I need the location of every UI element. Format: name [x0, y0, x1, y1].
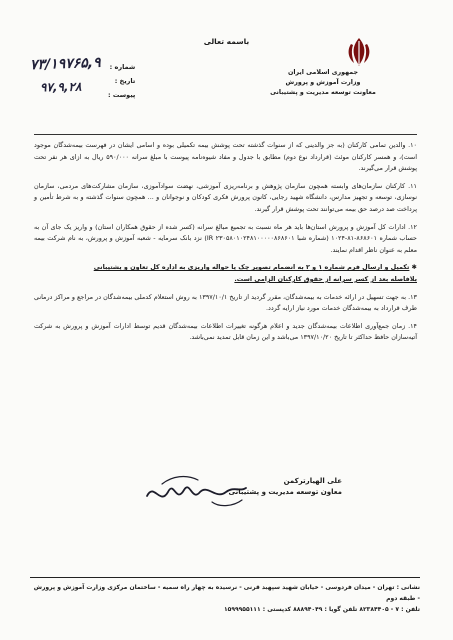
notice-line-1: تکمیل و ارسال فرم شماره ۱ و ۲ به انضمام تصویر چک یا حواله واریزی به اداره کل تعاون و پشتیبانی — [93, 263, 410, 272]
ministry-header — [263, 68, 383, 98]
attachment-label: پیوست : — [108, 91, 136, 99]
notice-bullet: ✱ — [411, 263, 417, 272]
notice — [34, 262, 417, 285]
signatory — [202, 476, 342, 498]
header-line-ministry: وزارت آموزش و پرورش — [285, 79, 361, 86]
footer-address: نشانی : تهران - میدان فردوسی - خیابان شهید سپهبد قرنی - نرسیده به چهار راه سمیه - ساختمان مرکزی وزارت آموزش و پرورش - طبقه دوم — [33, 584, 420, 602]
header-line-country: جمهوری اسلامی ایران — [287, 69, 359, 76]
paragraph-11: ۱۱. کارکنان سازمان‌های وابسته همچون سازمان پژوهش و برنامه‌ریزی آموزشی، نهضت سوادآموزی، سازمان مشارکت‌های مردمی، سازمان نوسازی، توسعه و تجهیز مدارس، دانشگاه شهید رجایی، کانون پرورش فکری کودکان و نوجوانان و ... همچون سنوات گذشته و به شرط تأمین و پرداخت صد درصد حق بیمه می‌توانند تحت پوشش قرار گیرند. — [34, 181, 417, 213]
letter-body — [34, 140, 417, 350]
footer-contact: تلفن : ۷ - ۸۲۳۸۴۴۰۵ تلفن گویا : ۸۸۸۹۴۰۴۹ کدپستی : ۱۵۹۹۹۵۵۱۱۱ — [224, 606, 420, 613]
date-label: تاریخ : — [114, 77, 136, 85]
number-label: شماره : — [109, 63, 136, 71]
paragraph-10: ۱۰. والدین تمامی کارکنان (به جز والدینی که از سنوات گذشته تحت پوشش بیمه تکمیلی بوده و اسامی ایشان در فهرست بیمه‌شدگان موجود است)، و همسر کارکنان موئث (قرارداد نوع دوم) مطابق با جدول و مفاد شیوه‌نامه پیوست با مبلغ سرانه ۵۹۰/۰۰۰ ریال به ازای هر نفر تحت پوشش قرار می‌گیرند. — [34, 141, 417, 173]
footer-divider — [30, 577, 420, 578]
iran-emblem-icon — [346, 36, 372, 68]
paragraph-13: ۱۳. به جهت تسهیل در ارائه خدمات به بیمه‌شدگان، مقرر گردید از تاریخ ۱۳۹۷/۱۰/۱ به روش استعلام کدملی بیمه‌شدگان در مراجع و مراکز درمانی طرف قرارداد به بیمه‌شدگان خدمات مورد نیاز ارایه گردد. — [34, 292, 417, 313]
handwritten-letter-number: ۷۳/۱۹۷۶۵,۹ — [29, 54, 101, 74]
paragraph-14: ۱۴. زمان جمع‌آوری اطلاعات بیمه‌شدگان جدید و اعلام هرگونه تغییرات اطلاعات بیمه‌شدگان قدیم توسط ادارات آموزش و پرورش به شرکت آتیه‌سازان حافظ حداکثر تا تاریخ ۱۳۹۷/۱۰/۲۰ می‌باشد و این زمان قابل تمدید نمی‌باشد. — [34, 321, 417, 342]
top-divider — [34, 134, 417, 135]
handwritten-letter-date: ۹۷,۹,۲۸ — [39, 79, 82, 95]
signatory-title: معاون توسعه مدیریت و پشتیبانی — [228, 488, 342, 496]
notice-line-2: بلافاصله بعد از کسر سرانه از حقوق کارکنان الزامی است. — [234, 274, 417, 283]
letter-meta — [108, 60, 135, 102]
letter-footer — [30, 582, 420, 615]
signatory-name: علی الهیارترکمن — [283, 477, 342, 485]
basmala: باسمه تعالی — [203, 37, 250, 46]
header-line-deputy: معاونت توسعه مدیریت و پشتیبانی — [270, 89, 376, 96]
paragraph-12: ۱۲. ادارات کل آموزش و پرورش استان‌ها باید هر ماه نسبت به تجمیع مبالغ سرانه (کسر شده از حقوق همکاران استان) و واریز یک جای آن به حساب شماره ۸۶۸۶۰۱-۸۱-۱۰۲۴ (شماره شبا IR ۲۳۰۵۸۰۱۰۲۴۸۱۰۰۰۰۰۸۶۸۶۰۱) نزد بانک سرمایه - شعبه آموزش و پرورش، به نام شرکت بیمه معلم به عنوان ناظر اقدام نمایند. — [34, 222, 418, 254]
